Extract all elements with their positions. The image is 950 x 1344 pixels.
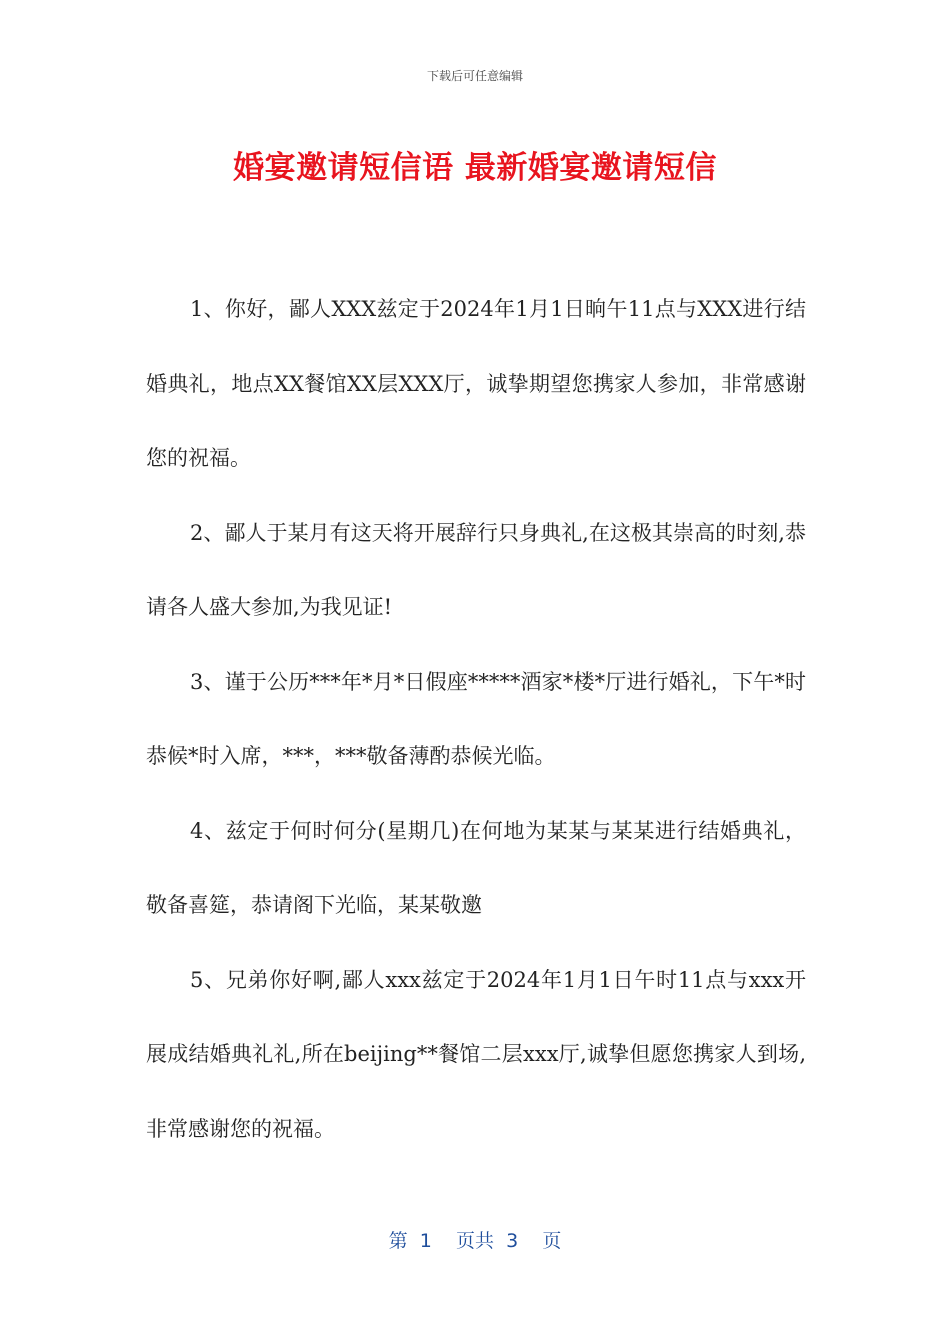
- document-title: 婚宴邀请短信语 最新婚宴邀请短信: [233, 150, 717, 186]
- paragraph-1: 1、你好，鄙人XXX兹定于2024年1月1日晌午11点与XXX进行结婚典礼，地点XX餐馆XX层XXX厅，诚挚期望您携家人参加，非常感谢您的祝福。: [146, 297, 806, 470]
- paragraph-2: 2、鄙人于某月有这天将开展辞行只身典礼,在这极其崇高的时刻,恭请各人盛大参加,为我见证!: [146, 520, 806, 619]
- header-note: 下载后可任意编辑: [426, 69, 523, 83]
- document-body: [146, 272, 806, 1166]
- page-number-footer: 第 1 页共 3 页: [388, 1230, 562, 1252]
- paragraph-4: 4、兹定于何时何分(星期几)在何地为某某与某某进行结婚典礼，敬备喜筵，恭请阁下光临，某某敬邀: [146, 818, 806, 917]
- paragraph-3: 3、谨于公历***年*月*日假座*****酒家*楼*厅进行婚礼，下午*时恭候*时入席，***，***敬备薄酌恭候光临。: [146, 669, 806, 768]
- paragraph-5: 5、兄弟你好啊,鄙人xxx兹定于2024年1月1日午时11点与xxx开展成结婚典礼礼,所在beijing**餐馆二层xxx厅,诚挚但愿您携家人到场,非常感谢您的祝福。: [146, 967, 806, 1141]
